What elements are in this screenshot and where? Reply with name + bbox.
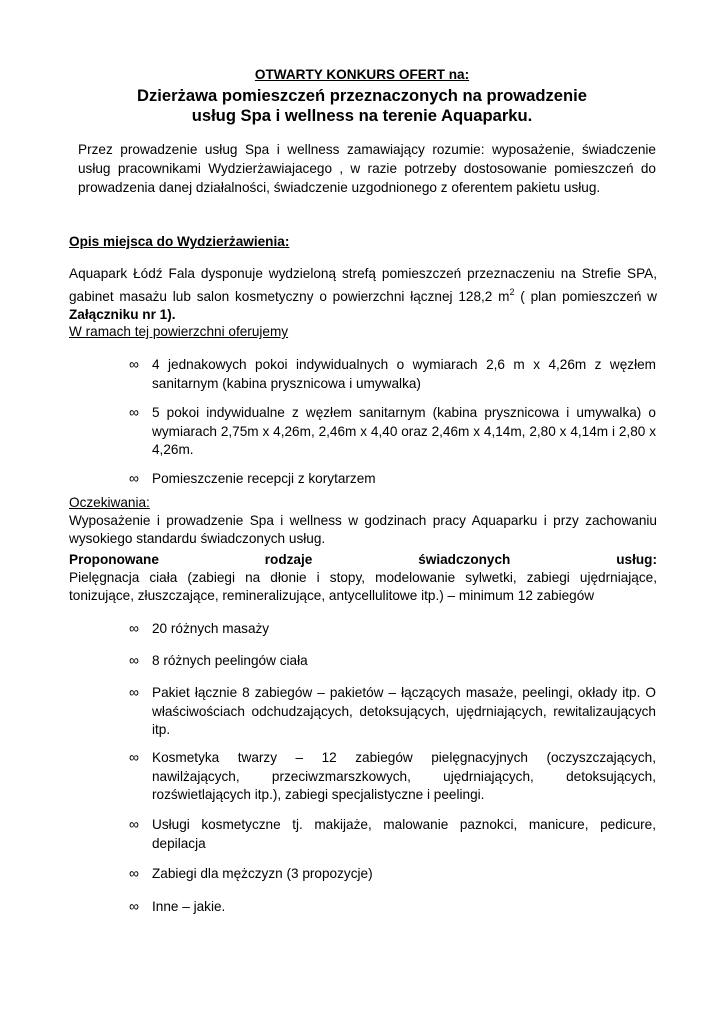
location-heading-text: Opis miejsca do Wydzierżawienia xyxy=(69,234,285,249)
services-heading: Proponowane rodzaje świadczonych usług: xyxy=(69,552,657,567)
infinity-bullet-icon: ∞ xyxy=(129,816,139,832)
location-paragraph xyxy=(69,265,657,324)
infinity-bullet-icon: ∞ xyxy=(129,470,139,486)
infinity-bullet-icon: ∞ xyxy=(129,404,139,420)
location-text-b: ( plan pomieszczeń w xyxy=(514,289,658,304)
list-item-text: Pomieszczenie recepcji z korytarzem xyxy=(152,471,376,486)
tender-kicker: OTWARTY KONKURS OFERT na: xyxy=(254,67,470,82)
infinity-bullet-icon: ∞ xyxy=(129,898,139,914)
area-unit-superscript: 2 xyxy=(509,287,515,297)
expectations-label: Oczekiwania: xyxy=(69,495,150,510)
list-item-text: Zabiegi dla mężczyzn (3 propozycje) xyxy=(152,866,373,881)
location-heading-colon: : xyxy=(284,234,290,249)
intro-paragraph: Przez prowadzenie usług Spa i wellness zamawiający rozumie: wyposażenie, świadczenie usług pracownikami Wydzierżawiajacego , w razie potrzeby dostosowanie pomieszczeń do prowadzenia danej działalności, świadczenie uzgodnionego z oferentem pakietu usług. xyxy=(78,142,656,195)
infinity-bullet-icon: ∞ xyxy=(129,684,139,700)
list-item-text: Inne – jakie. xyxy=(152,899,226,914)
list-item-text: Usługi kosmetyczne tj. makijaże, malowanie paznokci, manicure, pedicure, depilacja xyxy=(152,817,656,851)
list-item-text: 4 jednakowych pokoi indywidualnych o wymiarach 2,6 m x 4,26m z węzłem sanitarnym (kabina prysznicowa i umywalka) xyxy=(152,357,656,391)
location-text-a: Aquapark Łódź Fala dysponuje wydzieloną strefą pomieszczeń przeznaczeniu na Strefie SPA, gabinet masażu lub salon kosmetyczny o powierzchni łącznej 128,2 m xyxy=(69,266,657,304)
infinity-bullet-icon: ∞ xyxy=(129,620,139,636)
list-item-text: Kosmetyka twarzy – 12 zabiegów pielęgnacyjnych (oczyszczających, nawilżających, przeciwzmarszkowych, ujędrniających, detoksujących, rozświetlających itp.), zabiegi specjalistyczne i peelingi. xyxy=(152,750,656,802)
infinity-bullet-icon: ∞ xyxy=(129,652,139,668)
list-item-text: 5 pokoi indywidualne z węzłem sanitarnym (kabina prysznicowa i umywalka) o wymiarach 2,75m x 4,26m, 2,46m x 4,40 oraz 2,46m x 4,14m, 2,80 x 4,14m i 2,80 x 4,26m. xyxy=(152,405,656,457)
tender-title xyxy=(0,86,724,126)
infinity-bullet-icon: ∞ xyxy=(129,356,139,372)
offer-intro-line: W ramach tej powierzchni oferujemy xyxy=(69,324,289,339)
infinity-bullet-icon: ∞ xyxy=(129,749,139,765)
infinity-bullet-icon: ∞ xyxy=(129,865,139,881)
tender-title-line-1: Dzierżawa pomieszczeń przeznaczonych na prowadzenie xyxy=(136,86,587,105)
expectations-text: Wyposażenie i prowadzenie Spa i wellness w godzinach pracy Aquaparku i przy zachowaniu wysokiego standardu świadczonych usług. xyxy=(69,513,657,546)
attachment-reference: Załączniku nr 1). xyxy=(69,307,176,322)
location-heading xyxy=(69,234,289,249)
tender-title-line-2: usług Spa i wellness na terenie Aquaparku. xyxy=(191,106,533,125)
list-item-text: Pakiet łącznie 8 zabiegów – pakietów – łączących masaże, peelingi, okłady itp. O właściwościach odchudzających, detoksujących, ujędrniających, rewitalizaujących itp. xyxy=(152,685,656,737)
list-item-text: 8 różnych peelingów ciała xyxy=(152,653,308,668)
services-text: Pielęgnacja ciała (zabiegi na dłonie i stopy, modelowanie sylwetki, zabiegi ujędrniające, tonizujące, złuszczające, remineralizujące, antycellulitowe itp.) – minimum 12 zabiegów xyxy=(69,570,657,603)
list-item-text: 20 różnych masaży xyxy=(152,621,270,636)
